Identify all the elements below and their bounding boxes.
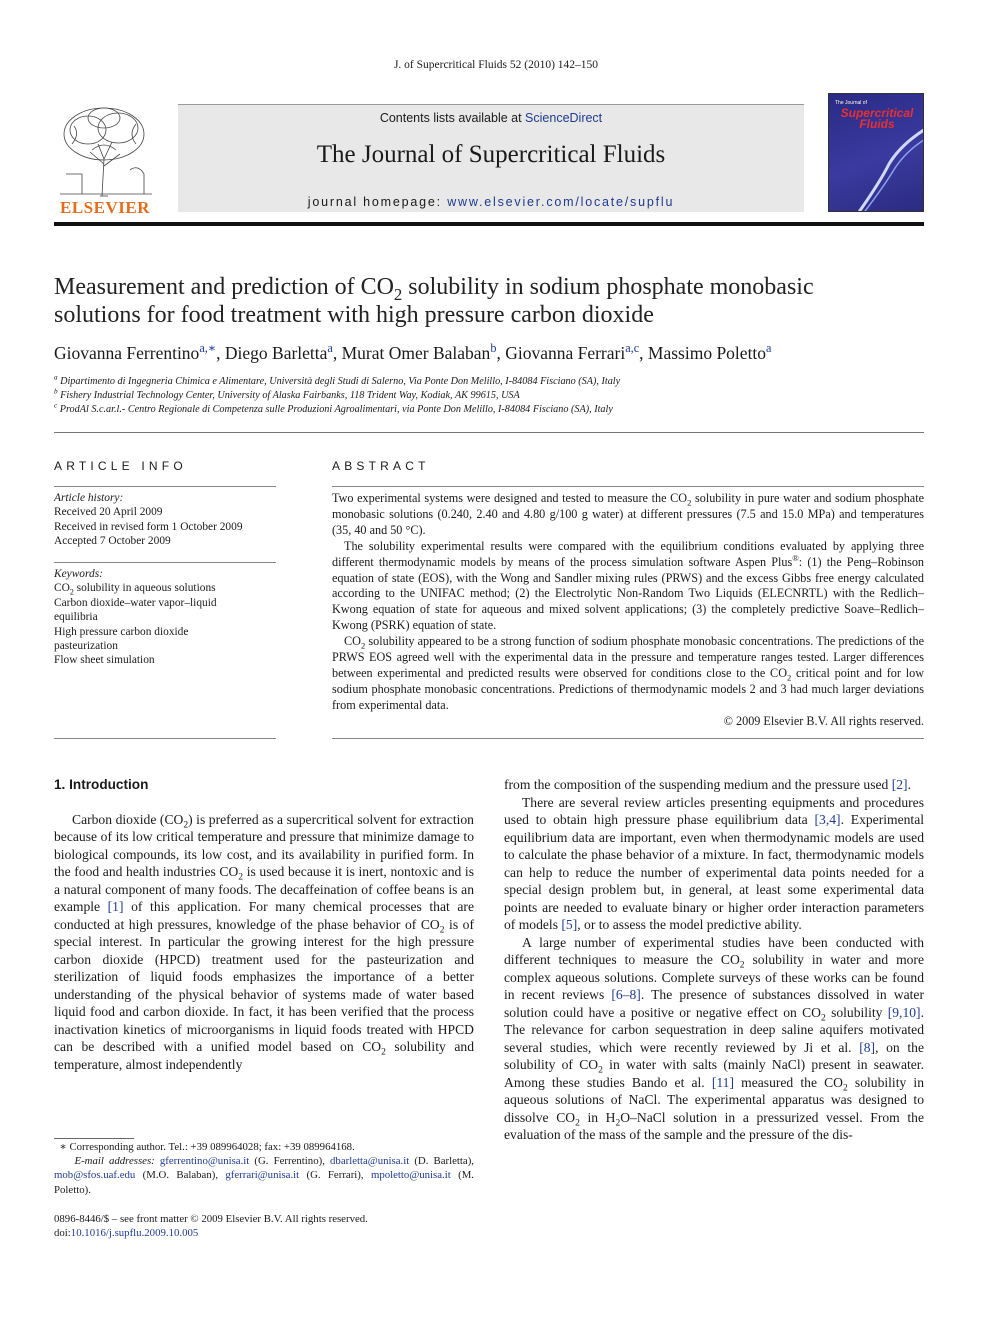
author-separator: ,: [496, 343, 506, 363]
abstract-paragraph: [332, 491, 924, 539]
contents-line: [178, 111, 804, 125]
cover-title-line-2: Fluids: [859, 117, 895, 131]
affiliation-b: [54, 387, 924, 401]
email-owner: (G. Ferrentino),: [249, 1155, 331, 1168]
text-run: . Experimental equilibrium data are important, even when thermodynamic models are used to calculate the phase behavior of a mixture. In fact, thermodynamic models can help to reduce the number of experimental data points needed for a special design problem but, in general, at least some experimental data points are needed to evaluate binary or higher order interaction parameters of models: [504, 812, 925, 932]
keywords-label: Keywords:: [54, 568, 103, 580]
reference-link[interactable]: [11]: [711, 1074, 734, 1090]
text-run: of this application. For many chemical processes that are conducted at high pressures, knowledge of the phase behavior of CO: [54, 899, 474, 932]
email-owner: (D. Barletta),: [409, 1155, 475, 1168]
author-affil-mark[interactable]: a: [766, 341, 772, 356]
email-addresses: [54, 1154, 474, 1197]
page-footer: [54, 1212, 474, 1240]
affil-mark: a: [54, 373, 58, 382]
publisher-logo-text: ELSEVIER: [60, 198, 150, 217]
text-run: in H: [579, 1109, 616, 1125]
affil-mark: b: [54, 387, 58, 396]
subscript: 2: [787, 672, 792, 683]
issn-line: 0896-8446/$ – see front matter © 2009 Elsevier B.V. All rights reserved.: [54, 1213, 368, 1225]
abstract-rule-bottom: [332, 738, 924, 739]
body-paragraph: [504, 794, 924, 934]
author-name-text: Murat Omer Balaban: [341, 343, 491, 363]
email-owner: (M.O. Balaban),: [135, 1169, 226, 1182]
abstract-copyright: © 2009 Elsevier B.V. All rights reserved.: [723, 713, 924, 728]
email-label: E-mail addresses:: [74, 1155, 155, 1168]
text-run: : (1) the Peng–Robinson equation of state (EOS), with the Wong and Sandler mixing rules (PRWS) and the excess Gibbs free energy calculated according to the UNIFAC method; (2) the Electrolytic Non-Random Two Liquids (ELECNRTL) with the Redlich–Kwong equation of state for aqueous and mixed solvent applications; (3) the completely predictive Soave–Redlich–Kwong (PSRK) equation of state.: [332, 554, 925, 633]
email-link[interactable]: mob@sfos.uaf.edu: [54, 1169, 136, 1182]
reference-link[interactable]: [9,10]: [887, 1004, 921, 1020]
reference-link[interactable]: [3,4]: [814, 812, 841, 827]
info-rule-bottom: [54, 738, 276, 739]
author-separator: ,: [639, 343, 648, 363]
email-owner: (M. Poletto).: [54, 1169, 474, 1196]
keyword-item: Flow sheet simulation: [54, 654, 155, 667]
keyword-item: equilibria: [54, 611, 98, 624]
affiliation-a: [54, 373, 924, 387]
sciencedirect-link[interactable]: ScienceDirect: [525, 111, 603, 125]
text-run: , or to assess the model predictive ability.: [577, 917, 802, 932]
affil-text: Fishery Industrial Technology Center, University of Alaska Fairbanks, 118 Trident Way, Kodiak, AK 99615, USA: [60, 390, 520, 401]
abstract-label: ABSTRACT: [332, 459, 430, 473]
body-paragraph: [504, 934, 924, 1144]
title-part: solubility in sodium phosphate monobasic: [402, 274, 814, 300]
text-run: Two experimental systems were designed and tested to measure the CO: [332, 491, 688, 505]
body-column-right: [504, 776, 924, 1144]
keyword-item: pasteurization: [54, 640, 118, 653]
keyword-item: Carbon dioxide–water vapor–liquid: [54, 596, 217, 609]
cover-streak-graphic: [849, 124, 924, 212]
author-name-text: Giovanna Ferrentino: [54, 343, 200, 363]
abstract-paragraph: [332, 634, 924, 714]
article-history: [54, 491, 276, 549]
info-rule-top: [54, 486, 276, 487]
affil-text: Dipartimento di Ingegneria Chimica e Alimentare, Università degli Studi di Salerno, Via Ponte Don Melillo, I-84084 Fisciano (SA), Italy: [60, 376, 621, 387]
text-run: Carbon dioxide (CO: [72, 811, 184, 827]
keyword-item: High pressure carbon dioxide: [54, 625, 189, 638]
author-name-text: Giovanna Ferrari: [505, 343, 626, 363]
author-name[interactable]: [225, 343, 333, 363]
subscript: 2: [360, 640, 366, 651]
tree-icon: [52, 104, 158, 198]
text-run: measured the CO: [734, 1074, 844, 1090]
title-block-rule: [54, 432, 924, 433]
keyword-part: solubility in aqueous solutions: [73, 582, 216, 595]
subscript: 2: [843, 1083, 848, 1094]
abstract-paragraph: [332, 539, 924, 634]
article-title: [54, 273, 924, 329]
email-owner: (G. Ferrari),: [299, 1169, 371, 1182]
subscript: 2: [821, 1013, 826, 1024]
article-info-label: ARTICLE INFO: [54, 459, 187, 473]
author-name[interactable]: [648, 343, 772, 363]
footnote-star: ∗: [59, 1141, 67, 1153]
author-affil-mark[interactable]: b: [490, 341, 497, 356]
author-affil-mark[interactable]: a,∗: [199, 341, 217, 356]
text-run: There are several review articles presenting equipments and procedures used to obtain high pressure phase equilibrium data: [504, 794, 924, 827]
doi-prefix: doi:: [54, 1227, 71, 1240]
journal-citation: J. of Supercritical Fluids 52 (2010) 142–150: [393, 59, 599, 71]
text-run: critical point and for low sodium phosphate monobasic concentrations. Predictions of thermodynamic models 2 and 3 had much larger deviations from experimental data.: [332, 665, 924, 712]
author-affil-mark[interactable]: a: [327, 341, 333, 356]
body-column-left: [54, 776, 474, 1073]
author-name-text: Massimo Poletto: [647, 343, 767, 363]
body-paragraph: [54, 811, 474, 1074]
header-rule: [54, 222, 924, 226]
subscript: 2: [238, 872, 244, 883]
text-run: , on the solubility of CO: [504, 1039, 924, 1072]
text-run: A large number of experimental studies have been conducted with different techniques to measure the CO: [504, 934, 924, 967]
abstract-text: [332, 491, 924, 730]
email-link[interactable]: gferrentino@unisa.it: [159, 1155, 250, 1168]
homepage-line: [178, 195, 804, 209]
subscript: 2: [381, 1047, 386, 1058]
footnote-rule: [54, 1138, 134, 1139]
subscript: 2: [439, 925, 445, 936]
registered-mark: ®: [792, 552, 799, 563]
author-separator: ,: [216, 343, 225, 363]
reference-link[interactable]: [1]: [107, 899, 124, 914]
abstract-rule-top: [332, 486, 924, 487]
journal-title: The Journal of Supercritical Fluids: [316, 141, 666, 168]
author-affil-mark[interactable]: a,c: [625, 341, 640, 356]
author-name[interactable]: [505, 343, 639, 363]
keyword-item: [54, 581, 276, 595]
history-label: Article history:: [54, 492, 124, 504]
text-run: O–NaCl solution in a pressurized vessel. From the evaluation of the mass of the sample and the pressure of the dis-: [504, 1109, 924, 1142]
info-rule-mid: [54, 562, 276, 563]
text-run: solubility and temperature, almost independently: [54, 1039, 474, 1072]
text-run: CO: [344, 634, 361, 649]
journal-banner: [178, 104, 804, 212]
journal-cover-thumbnail: [828, 93, 924, 212]
footnote-text: Corresponding author. Tel.: +39 089964028; fax: +39 089964168.: [66, 1141, 355, 1153]
subscript: 2: [687, 497, 692, 508]
text-run: is used because it is inert, nontoxic and is a natural component of many foods. The decaffeination of coffee beans is an example: [54, 864, 474, 914]
text-run: solubility in aqueous solutions of NaCl. The experimental apparatus was designed to dissolve CO: [504, 1074, 925, 1125]
history-item: Received in revised form 1 October 2009: [54, 520, 243, 533]
reference-link[interactable]: [5]: [561, 917, 578, 932]
email-link[interactable]: gferrari@unisa.it: [225, 1169, 300, 1182]
homepage-prefix: journal homepage:: [307, 195, 448, 209]
text-run: . The relevance for carbon sequestration in deep saline aquifers motivated several studies, which were recently reviewed by Ji et al.: [504, 1004, 924, 1055]
footnotes: [54, 1140, 474, 1197]
text-run: The solubility experimental results were compared with the equilibrium conditions evaluated by applying three different thermodynamic models by means of the process simulation software Aspen Plus: [332, 538, 924, 569]
author-separator: ,: [332, 343, 342, 363]
text-run: is of special interest. In particular the growing interest for the high pressure carbon dioxide (HPCD) treatment used for the pasteurization and sterilization of liquid foods emphasizes the importance of a better understanding of the physical behavior of systems made of water based liquid food and carbon dioxide. In fact, it has been verified that the process inactivation kinetics of microorganisms in liquid foods treated with HPCD can be described with a unified model based on CO: [54, 916, 474, 1054]
keyword-part: CO: [54, 582, 70, 595]
text-run: .: [907, 777, 911, 792]
title-line-1: [54, 273, 924, 304]
title-part: Measurement and prediction of CO: [54, 274, 394, 300]
subscript: 2: [739, 960, 745, 971]
text-run: ) is preferred as a supercritical solvent for extraction because of its low critical temperature and pressure that minimize damage to biological compounds, its low cost, and its availability in purified form. In the food and health industries CO: [54, 811, 474, 879]
author-name[interactable]: [342, 343, 497, 363]
history-item: Received 20 April 2009: [54, 506, 163, 519]
email-link[interactable]: dbarletta@unisa.it: [330, 1155, 410, 1168]
author-name[interactable]: [54, 343, 216, 363]
subscript: 2: [615, 1118, 621, 1129]
cover-small-text: The Journal of: [835, 100, 867, 106]
text-run: solubility appeared to be a strong function of sodium phosphate monobasic concentrations. The predictions of the PRWS EOS agreed well with the experimental data in the pressure and temperature ranges tested. Larger differences between experimental and predicted results were observed for conditions close to the CO: [332, 634, 924, 680]
title-line-2: solutions for food treatment with high pressure carbon dioxide: [54, 302, 654, 328]
doi-line: [54, 1226, 474, 1240]
subscript: 2: [598, 1065, 603, 1076]
text-run: in water with salts (mainly NaCl) present in seawater. Among these studies Bando et al.: [504, 1057, 924, 1090]
homepage-link[interactable]: www.elsevier.com/locate/supflu: [447, 195, 675, 209]
reference-link[interactable]: [2]: [891, 777, 908, 792]
subscript: 2: [183, 820, 189, 831]
text-run: from the composition of the suspending medium and the pressure used: [504, 777, 892, 792]
keywords: [54, 567, 276, 668]
section-heading-introduction: 1. Introduction: [54, 777, 149, 792]
author-name-text: Diego Barletta: [224, 343, 328, 363]
doi-link[interactable]: 10.1016/j.supflu.2009.10.005: [70, 1227, 199, 1240]
reference-link[interactable]: [6–8]: [611, 987, 641, 1002]
title-subscript: 2: [393, 284, 403, 304]
text-run: solubility in water and more complex aqueous solutions. Complete surveys of these works can be found in recent reviews: [504, 952, 924, 1002]
contents-prefix: Contents lists available at: [379, 111, 526, 125]
history-item: Accepted 7 October 2009: [54, 535, 171, 548]
email-link[interactable]: mpoletto@unisa.it: [370, 1169, 451, 1182]
author-list: [54, 343, 924, 364]
affil-mark: c: [54, 401, 58, 410]
subscript: 2: [575, 1118, 580, 1129]
body-paragraph: [504, 776, 924, 794]
keyword-subscript: 2: [69, 587, 74, 597]
reference-link[interactable]: [8]: [859, 1039, 876, 1055]
affiliation-c: [54, 401, 924, 415]
text-run: solubility: [825, 1004, 888, 1020]
affil-text: ProdAl S.c.ar.l.- Centro Regionale di Competenza sulle Produzioni Agroalimentari, via Ponte Don Melillo, I-84084 Fisciano (SA), Italy: [59, 404, 613, 415]
text-run: solubility in pure water and sodium phosphate monobasic solutions (0.240, 2.40 and 4.80 g/100 g water) at different pressures (7.5 and 15.0 MPa) and temperatures (35, 40 and 50 °C).: [332, 491, 924, 537]
text-run: . The presence of substances dissolved in water solution could have a positive or negative effect on CO: [504, 987, 924, 1020]
cover-title-line-1: Supercritical: [840, 106, 914, 120]
corresponding-author-note: [54, 1140, 474, 1154]
